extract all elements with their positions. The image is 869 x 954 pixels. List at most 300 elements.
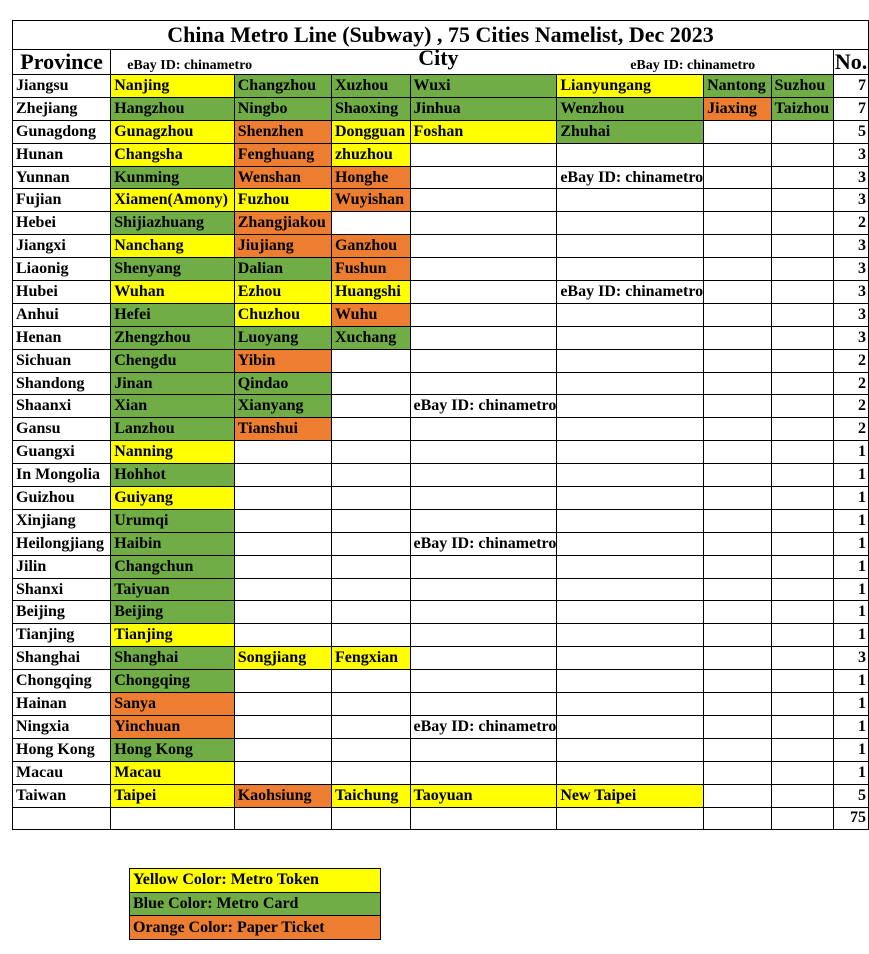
empty-cell (704, 738, 771, 761)
empty-cell (704, 120, 771, 143)
count-cell: 1 (834, 532, 869, 555)
count-cell: 1 (834, 509, 869, 532)
province-cell: Jiangxi (13, 235, 111, 258)
city-cell: Fuzhou (234, 189, 331, 212)
city-cell: Xuchang (331, 326, 410, 349)
city-cell: Nanning (111, 441, 235, 464)
empty-cell (704, 509, 771, 532)
count-cell: 1 (834, 715, 869, 738)
table-row (13, 647, 869, 670)
count-cell: 5 (834, 120, 869, 143)
table-row (13, 738, 869, 761)
empty-cell (557, 464, 704, 487)
table-row (13, 418, 869, 441)
empty-cell (704, 624, 771, 647)
city-cell: Jiujiang (234, 235, 331, 258)
province-cell: Heilongjiang (13, 532, 111, 555)
city-cell: Ningbo (234, 97, 331, 120)
province-cell: Jiangsu (13, 75, 111, 98)
empty-cell (410, 647, 557, 670)
count-cell: 1 (834, 761, 869, 784)
province-cell: Shandong (13, 372, 111, 395)
city-cell: Honghe (331, 166, 410, 189)
table-row (13, 326, 869, 349)
empty-cell (704, 166, 771, 189)
city-cell: Wuyishan (331, 189, 410, 212)
city-cell: Lianyungang (557, 75, 704, 98)
province-cell: Hunan (13, 143, 111, 166)
empty-cell (410, 349, 557, 372)
city-cell: Nanchang (111, 235, 235, 258)
city-cell: Yinchuan (111, 715, 235, 738)
empty-cell (410, 212, 557, 235)
city-cell: Shenzhen (234, 120, 331, 143)
city-cell: Fenghuang (234, 143, 331, 166)
empty-cell (410, 487, 557, 510)
empty-cell (704, 693, 771, 716)
province-cell: Guangxi (13, 441, 111, 464)
table-row (13, 464, 869, 487)
empty-cell (410, 258, 557, 281)
empty-cell (704, 143, 771, 166)
city-cell: Dongguan (331, 120, 410, 143)
empty-cell (704, 303, 771, 326)
city-cell: Ezhou (234, 281, 331, 304)
empty-cell (331, 212, 410, 235)
empty-cell (557, 189, 704, 212)
empty-cell (557, 601, 704, 624)
empty-cell (704, 487, 771, 510)
empty-cell (331, 464, 410, 487)
empty-cell (704, 715, 771, 738)
ebay-watermark: eBay ID: chinametro (413, 717, 557, 735)
empty-cell (771, 258, 834, 281)
city-cell: Fushun (331, 258, 410, 281)
empty-cell (234, 738, 331, 761)
ebay-watermark: eBay ID: chinametro (413, 534, 557, 552)
empty-cell (771, 784, 834, 807)
empty-cell (704, 212, 771, 235)
count-cell: 2 (834, 418, 869, 441)
city-header-cell (111, 50, 834, 75)
empty-cell (704, 372, 771, 395)
count-cell: 3 (834, 647, 869, 670)
empty-cell (704, 189, 771, 212)
ebay-id-label: eBay ID: chinametro (127, 58, 253, 73)
province-cell: Sichuan (13, 349, 111, 372)
empty-cell (410, 624, 557, 647)
province-cell: Ningxia (13, 715, 111, 738)
empty-cell (410, 738, 557, 761)
empty-cell (771, 670, 834, 693)
empty-cell (234, 441, 331, 464)
table-row (13, 395, 869, 418)
empty-cell (771, 120, 834, 143)
count-cell: 1 (834, 487, 869, 510)
count-cell: 3 (834, 166, 869, 189)
empty-cell (557, 326, 704, 349)
table-row (13, 303, 869, 326)
city-cell: Jinhua (410, 97, 557, 120)
table-row (13, 75, 869, 98)
empty-cell (704, 464, 771, 487)
province-cell: Chongqing (13, 670, 111, 693)
ebay-watermark: eBay ID: chinametro (560, 282, 704, 300)
empty-cell (771, 189, 834, 212)
ebay-watermark-cell (410, 715, 557, 738)
table-row (13, 120, 869, 143)
city-cell: Kunming (111, 166, 235, 189)
city-cell: Shanghai (111, 647, 235, 670)
empty-cell (704, 349, 771, 372)
empty-cell (234, 464, 331, 487)
empty-cell (410, 189, 557, 212)
province-cell: In Mongolia (13, 464, 111, 487)
count-cell: 3 (834, 235, 869, 258)
table-row (13, 578, 869, 601)
province-cell: Macau (13, 761, 111, 784)
empty-cell (234, 693, 331, 716)
city-cell: Wuhu (331, 303, 410, 326)
empty-cell (557, 418, 704, 441)
ebay-id-label: eBay ID: chinametro (630, 58, 756, 73)
city-header: City (418, 49, 459, 70)
empty-cell (410, 281, 557, 304)
province-cell: Gunagdong (13, 120, 111, 143)
city-cell: Fengxian (331, 647, 410, 670)
empty-cell (704, 281, 771, 304)
empty-cell (331, 372, 410, 395)
province-cell: Hubei (13, 281, 111, 304)
province-cell: Shanxi (13, 578, 111, 601)
city-cell: Tianshui (234, 418, 331, 441)
empty-cell (704, 555, 771, 578)
count-cell: 3 (834, 143, 869, 166)
empty-cell (557, 738, 704, 761)
table-row (13, 258, 869, 281)
empty-cell (557, 555, 704, 578)
empty-cell (557, 624, 704, 647)
empty-cell (410, 693, 557, 716)
province-cell: Jilin (13, 555, 111, 578)
city-cell: Changchun (111, 555, 235, 578)
empty-cell (771, 578, 834, 601)
city-cell: Wenshan (234, 166, 331, 189)
empty-cell (704, 761, 771, 784)
city-cell: Xianyang (234, 395, 331, 418)
count-cell: 2 (834, 349, 869, 372)
empty-cell (234, 601, 331, 624)
city-cell: Xian (111, 395, 235, 418)
city-cell: Hong Kong (111, 738, 235, 761)
color-legend (129, 868, 381, 940)
empty-cell (771, 303, 834, 326)
city-cell: Yibin (234, 349, 331, 372)
count-cell: 1 (834, 578, 869, 601)
empty-cell (331, 693, 410, 716)
city-cell: Lanzhou (111, 418, 235, 441)
table-row (13, 235, 869, 258)
table-row (13, 372, 869, 395)
empty-cell (13, 807, 111, 830)
city-cell: Changsha (111, 143, 235, 166)
empty-cell (557, 212, 704, 235)
empty-cell (557, 578, 704, 601)
empty-cell (234, 555, 331, 578)
empty-cell (410, 578, 557, 601)
metro-cities-table (12, 20, 869, 830)
empty-cell (234, 761, 331, 784)
count-cell: 3 (834, 189, 869, 212)
empty-cell (410, 418, 557, 441)
empty-cell (234, 487, 331, 510)
city-cell: Shijiazhuang (111, 212, 235, 235)
table-row (13, 761, 869, 784)
province-cell: Shaanxi (13, 395, 111, 418)
city-cell: Sanya (111, 693, 235, 716)
empty-cell (704, 578, 771, 601)
province-cell: Tianjing (13, 624, 111, 647)
province-cell: Liaonig (13, 258, 111, 281)
empty-cell (234, 624, 331, 647)
city-cell: Taoyuan (410, 784, 557, 807)
total-count: 75 (834, 807, 869, 830)
empty-cell (331, 624, 410, 647)
empty-cell (771, 647, 834, 670)
count-cell: 2 (834, 372, 869, 395)
legend-item: Yellow Color: Metro Token (130, 869, 381, 893)
province-cell: Guizhou (13, 487, 111, 510)
empty-cell (557, 235, 704, 258)
province-cell: Taiwan (13, 784, 111, 807)
table-row (13, 441, 869, 464)
empty-cell (331, 578, 410, 601)
empty-cell (331, 532, 410, 555)
count-cell: 3 (834, 303, 869, 326)
empty-cell (771, 143, 834, 166)
table-row (13, 601, 869, 624)
city-cell: Wenzhou (557, 97, 704, 120)
ebay-watermark-cell (557, 281, 704, 304)
city-cell: Taichung (331, 784, 410, 807)
empty-cell (331, 601, 410, 624)
empty-cell (771, 326, 834, 349)
empty-cell (331, 441, 410, 464)
empty-cell (331, 395, 410, 418)
province-cell: Anhui (13, 303, 111, 326)
province-cell: Beijing (13, 601, 111, 624)
empty-cell (704, 532, 771, 555)
count-cell: 1 (834, 738, 869, 761)
table-row (13, 349, 869, 372)
ebay-watermark-cell (410, 532, 557, 555)
empty-cell (771, 555, 834, 578)
city-cell: Luoyang (234, 326, 331, 349)
empty-cell (771, 464, 834, 487)
city-cell: Guiyang (111, 487, 235, 510)
empty-cell (771, 235, 834, 258)
empty-cell (704, 258, 771, 281)
count-cell: 3 (834, 326, 869, 349)
empty-cell (771, 418, 834, 441)
city-cell: Beijing (111, 601, 235, 624)
city-cell: Huangshi (331, 281, 410, 304)
city-cell: Ganzhou (331, 235, 410, 258)
count-cell: 1 (834, 693, 869, 716)
empty-cell (771, 601, 834, 624)
empty-cell (771, 761, 834, 784)
city-cell: Kaohsiung (234, 784, 331, 807)
city-cell: Songjiang (234, 647, 331, 670)
empty-cell (704, 807, 771, 830)
empty-cell (410, 143, 557, 166)
province-cell: Fujian (13, 189, 111, 212)
empty-cell (557, 487, 704, 510)
empty-cell (410, 555, 557, 578)
empty-cell (410, 509, 557, 532)
city-cell: Chuzhou (234, 303, 331, 326)
province-cell: Gansu (13, 418, 111, 441)
table-row (13, 670, 869, 693)
empty-cell (410, 464, 557, 487)
city-cell: Gunagzhou (111, 120, 235, 143)
city-cell: Taipei (111, 784, 235, 807)
province-cell: Shanghai (13, 647, 111, 670)
empty-cell (704, 647, 771, 670)
count-cell: 2 (834, 395, 869, 418)
city-cell: Taiyuan (111, 578, 235, 601)
count-cell: 1 (834, 464, 869, 487)
count-cell: 7 (834, 97, 869, 120)
empty-cell (704, 235, 771, 258)
empty-cell (557, 647, 704, 670)
ebay-watermark: eBay ID: chinametro (560, 168, 704, 186)
count-cell: 5 (834, 784, 869, 807)
city-cell: Chengdu (111, 349, 235, 372)
city-cell: Zhuhai (557, 120, 704, 143)
empty-cell (771, 166, 834, 189)
empty-cell (771, 372, 834, 395)
city-cell: Dalian (234, 258, 331, 281)
empty-cell (111, 807, 235, 830)
empty-cell (234, 532, 331, 555)
table-row (13, 532, 869, 555)
empty-cell (331, 418, 410, 441)
empty-cell (410, 372, 557, 395)
city-cell: Shenyang (111, 258, 235, 281)
city-cell: Changzhou (234, 75, 331, 98)
legend-row (130, 869, 381, 893)
empty-cell (771, 532, 834, 555)
empty-cell (771, 509, 834, 532)
city-cell: Haibin (111, 532, 235, 555)
empty-cell (557, 807, 704, 830)
empty-cell (234, 509, 331, 532)
legend-row (130, 916, 381, 940)
empty-cell (771, 395, 834, 418)
ebay-watermark-cell (410, 395, 557, 418)
empty-cell (234, 578, 331, 601)
empty-cell (704, 441, 771, 464)
empty-cell (557, 670, 704, 693)
empty-cell (234, 715, 331, 738)
empty-cell (704, 326, 771, 349)
empty-cell (557, 761, 704, 784)
empty-cell (771, 441, 834, 464)
empty-cell (410, 807, 557, 830)
city-cell: Hohhot (111, 464, 235, 487)
table-row (13, 189, 869, 212)
table-title: China Metro Line (Subway) , 75 Cities Namelist, Dec 2023 (13, 21, 869, 50)
empty-cell (331, 670, 410, 693)
empty-cell (557, 303, 704, 326)
total-row (13, 807, 869, 830)
empty-cell (704, 418, 771, 441)
city-cell: Urumqi (111, 509, 235, 532)
table-row (13, 166, 869, 189)
empty-cell (557, 395, 704, 418)
city-cell: New Taipei (557, 784, 704, 807)
empty-cell (557, 509, 704, 532)
city-cell: zhuzhou (331, 143, 410, 166)
empty-cell (234, 670, 331, 693)
empty-cell (331, 807, 410, 830)
city-cell: Tianjing (111, 624, 235, 647)
table-row (13, 281, 869, 304)
city-cell: Suzhou (771, 75, 834, 98)
city-cell: Hangzhou (111, 97, 235, 120)
legend-item: Blue Color: Metro Card (130, 892, 381, 916)
empty-cell (331, 509, 410, 532)
table-row (13, 693, 869, 716)
empty-cell (557, 715, 704, 738)
empty-cell (234, 807, 331, 830)
empty-cell (704, 670, 771, 693)
empty-cell (410, 761, 557, 784)
city-cell: Zhangjiakou (234, 212, 331, 235)
city-cell: Nantong (704, 75, 771, 98)
empty-cell (410, 235, 557, 258)
table-row (13, 212, 869, 235)
empty-cell (331, 738, 410, 761)
count-cell: 3 (834, 258, 869, 281)
ebay-watermark-cell (557, 166, 704, 189)
table-row (13, 97, 869, 120)
city-cell: Wuxi (410, 75, 557, 98)
empty-cell (771, 738, 834, 761)
city-cell: Taizhou (771, 97, 834, 120)
empty-cell (410, 670, 557, 693)
city-cell: Nanjing (111, 75, 235, 98)
province-cell: Yunnan (13, 166, 111, 189)
empty-cell (771, 212, 834, 235)
table-row (13, 624, 869, 647)
province-header: Province (13, 50, 111, 75)
empty-cell (557, 372, 704, 395)
empty-cell (704, 395, 771, 418)
count-cell: 1 (834, 624, 869, 647)
table-row (13, 715, 869, 738)
city-cell: Jinan (111, 372, 235, 395)
count-cell: 7 (834, 75, 869, 98)
empty-cell (557, 143, 704, 166)
province-cell: Hong Kong (13, 738, 111, 761)
empty-cell (557, 258, 704, 281)
province-cell: Zhejiang (13, 97, 111, 120)
ebay-watermark: eBay ID: chinametro (413, 397, 557, 415)
empty-cell (410, 601, 557, 624)
empty-cell (704, 601, 771, 624)
